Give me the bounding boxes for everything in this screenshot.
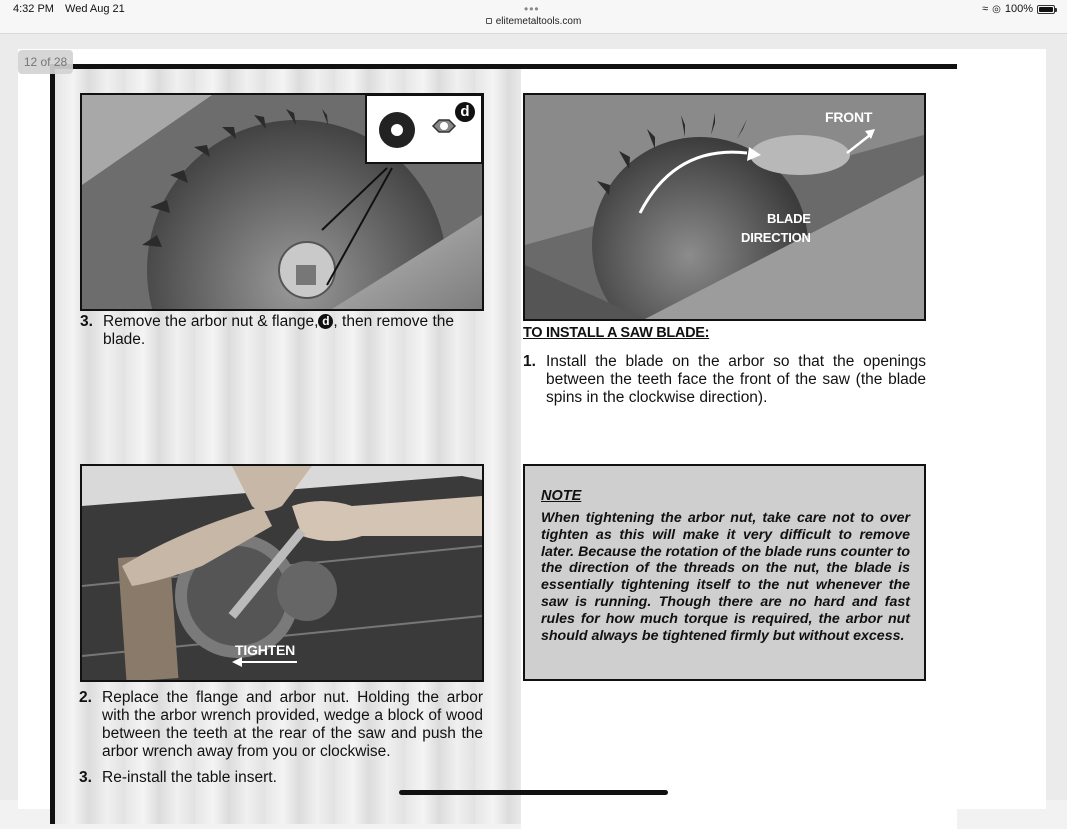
step-install-blade bbox=[523, 353, 926, 407]
step-text-before: Remove the arbor nut & flange, bbox=[103, 313, 319, 330]
lock-icon bbox=[486, 18, 492, 24]
status-date: Wed Aug 21 bbox=[65, 3, 125, 15]
address-bar[interactable] bbox=[0, 16, 1067, 27]
note-body: When tightening the arbor nut, take care not to over tighten as this will make it very difficult to remove later. Because the rotation of the blade runs counter to the direction of the threads on the nut, the blade is essentially tightening itself to the nut whenever the saw is running. Though there are no hard and fast rules for how much torque is required, the arbor nut should always be tightened firmly but without excess. bbox=[541, 510, 910, 644]
step-remove-blade bbox=[80, 313, 484, 349]
battery-percent: 100% bbox=[1004, 3, 1033, 15]
status-bar bbox=[0, 0, 1067, 34]
step-number: 1. bbox=[523, 353, 536, 370]
inset-badge-d: d bbox=[455, 102, 475, 122]
step-text: Replace the flange and arbor nut. Holding the arbor with the arbor wrench provided, wedge a block of wood between the teeth at the rear of the saw and push the arbor wrench away from you or clockwise. bbox=[102, 689, 483, 760]
label-tighten: TIGHTEN bbox=[235, 642, 296, 658]
step-replace-flange bbox=[79, 689, 483, 761]
label-blade: BLADE bbox=[767, 211, 811, 226]
battery-icon bbox=[1037, 5, 1055, 14]
label-direction: DIRECTION bbox=[741, 230, 811, 245]
inset-flange-nut bbox=[365, 94, 483, 164]
install-heading: TO INSTALL A SAW BLADE: bbox=[523, 325, 710, 341]
step-text: Install the blade on the arbor so that the openings between the teeth face the front of the saw (the blade spins in the clockwise direction). bbox=[546, 353, 926, 406]
note-box bbox=[523, 464, 926, 681]
step-number: 3. bbox=[80, 313, 93, 330]
home-indicator[interactable] bbox=[399, 790, 668, 795]
step-text-after: , then remove the blade. bbox=[103, 313, 455, 348]
step-text: Re-install the table insert. bbox=[102, 769, 277, 786]
note-title: NOTE bbox=[541, 488, 582, 504]
page-indicator: 12 of 28 bbox=[18, 50, 73, 74]
orientation-lock-icon: ◎ bbox=[992, 3, 1001, 15]
status-right bbox=[982, 3, 1055, 15]
step-reinstall-insert bbox=[79, 769, 483, 787]
status-left bbox=[13, 3, 133, 15]
inline-badge-d: d bbox=[318, 314, 333, 329]
step-number: 2. bbox=[79, 689, 92, 706]
multitasking-dots-icon[interactable]: ••• bbox=[524, 2, 540, 16]
step-number: 3. bbox=[79, 769, 92, 786]
url-text: elitemetaltools.com bbox=[495, 16, 582, 27]
label-front: FRONT bbox=[825, 109, 873, 125]
wifi-icon: ≈ bbox=[982, 3, 989, 15]
photo-tighten-arbor bbox=[80, 464, 484, 682]
photo-blade-direction bbox=[523, 93, 926, 321]
status-time: 4:32 PM bbox=[13, 3, 54, 15]
